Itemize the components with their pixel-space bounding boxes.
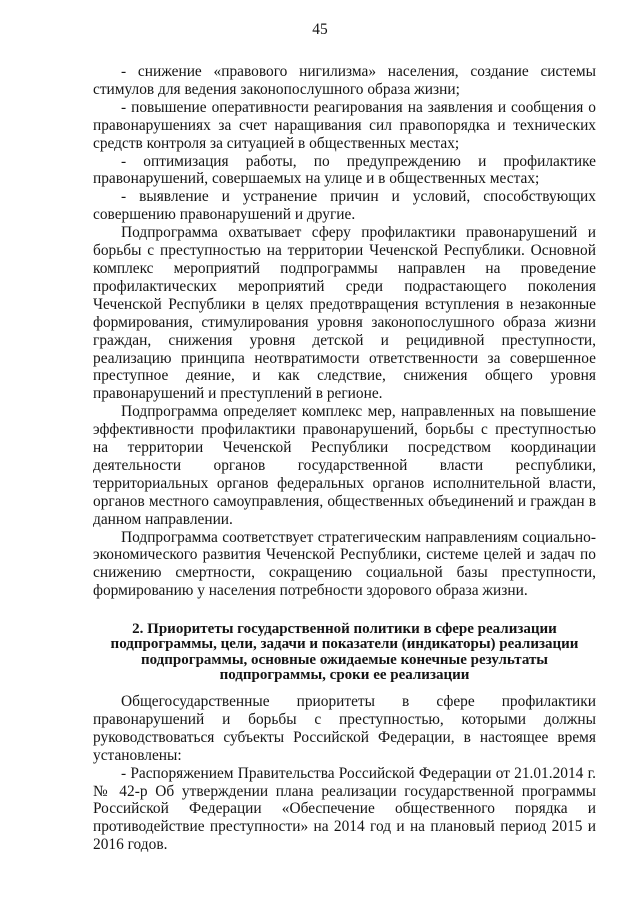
document-body xyxy=(93,63,596,854)
page-number: 45 xyxy=(312,21,328,38)
section-heading: 2. Приоритеты государственной политики в сфере реализации подпрограммы, цели, задачи и показатели (индикаторы) реализации подпрограммы, основные ожидаемые конечные результаты подпрограммы, сроки ее реализации xyxy=(110,621,579,683)
bullet-paragraph: - выявление и устранение причин и условий, способствующих совершению правонарушений и другие. xyxy=(93,188,596,224)
body-paragraph: Подпрограмма охватывает сферу профилактики правонарушений и борьбы с преступностью на территории Чеченской Республики. Основной комплекс мероприятий подпрограммы направлен на проведение профилактических мероприятий среди подрастающего поколения Чеченской Республики в целях предотвращения вступления в незаконные формирования, стимулирования уровня законопослушного образа жизни граждан, снижения уровня детской и рецидивной преступности, реализацию принципа неотвратимости ответственности за совершенное преступное деяние, и как следствие, снижения общего уровня правонарушений и преступлений в регионе. xyxy=(93,224,596,403)
section-spacer xyxy=(93,600,596,622)
body-paragraph: Подпрограмма соответствует стратегическим направлениям социально-экономического развития Чеченской Республики, системе целей и задач по снижению смертности, сокращению социальной базы преступности, формированию у населения потребности здорового образа жизни. xyxy=(93,528,596,600)
body-paragraph: Подпрограмма определяет комплекс мер, направленных на повышение эффективности профилактики правонарушений, борьбы с преступностью на территории Чеченской Республики посредством координации деятельности органов государственной власти республики, территориальных органов федеральных органов исполнительной власти, органов местного самоуправления, общественных объединений и граждан в данном направлении. xyxy=(93,403,596,528)
bullet-paragraph: - снижение «правового нигилизма» населения, создание системы стимулов для ведения законопослушного образа жизни; xyxy=(93,63,596,98)
section-paragraph: - Распоряжением Правительства Российской Федерации от 21.01.2014 г. № 42-р Об утверждении плана реализации государственной программы Российской Федерации «Обеспечение общественного порядка и противодействие преступности» на 2014 год и на плановый период 2015 и 2016 годов. xyxy=(93,764,596,854)
section-paragraph: Общегосударственные приоритеты в сфере профилактики правонарушений и борьбы с преступностью, которыми должны руководствоваться субъекты Российской Федерации, в настоящее время установлены: xyxy=(93,693,596,764)
bullet-paragraph: - оптимизация работы, по предупреждению и профилактике правонарушений, совершаемых на улице и в общественных местах; xyxy=(93,152,596,188)
bullet-paragraph: - повышение оперативности реагирования на заявления и сообщения о правонарушениях за счет наращивания сил правопорядка и технических средств контроля за ситуацией в общественных местах; xyxy=(93,98,596,152)
